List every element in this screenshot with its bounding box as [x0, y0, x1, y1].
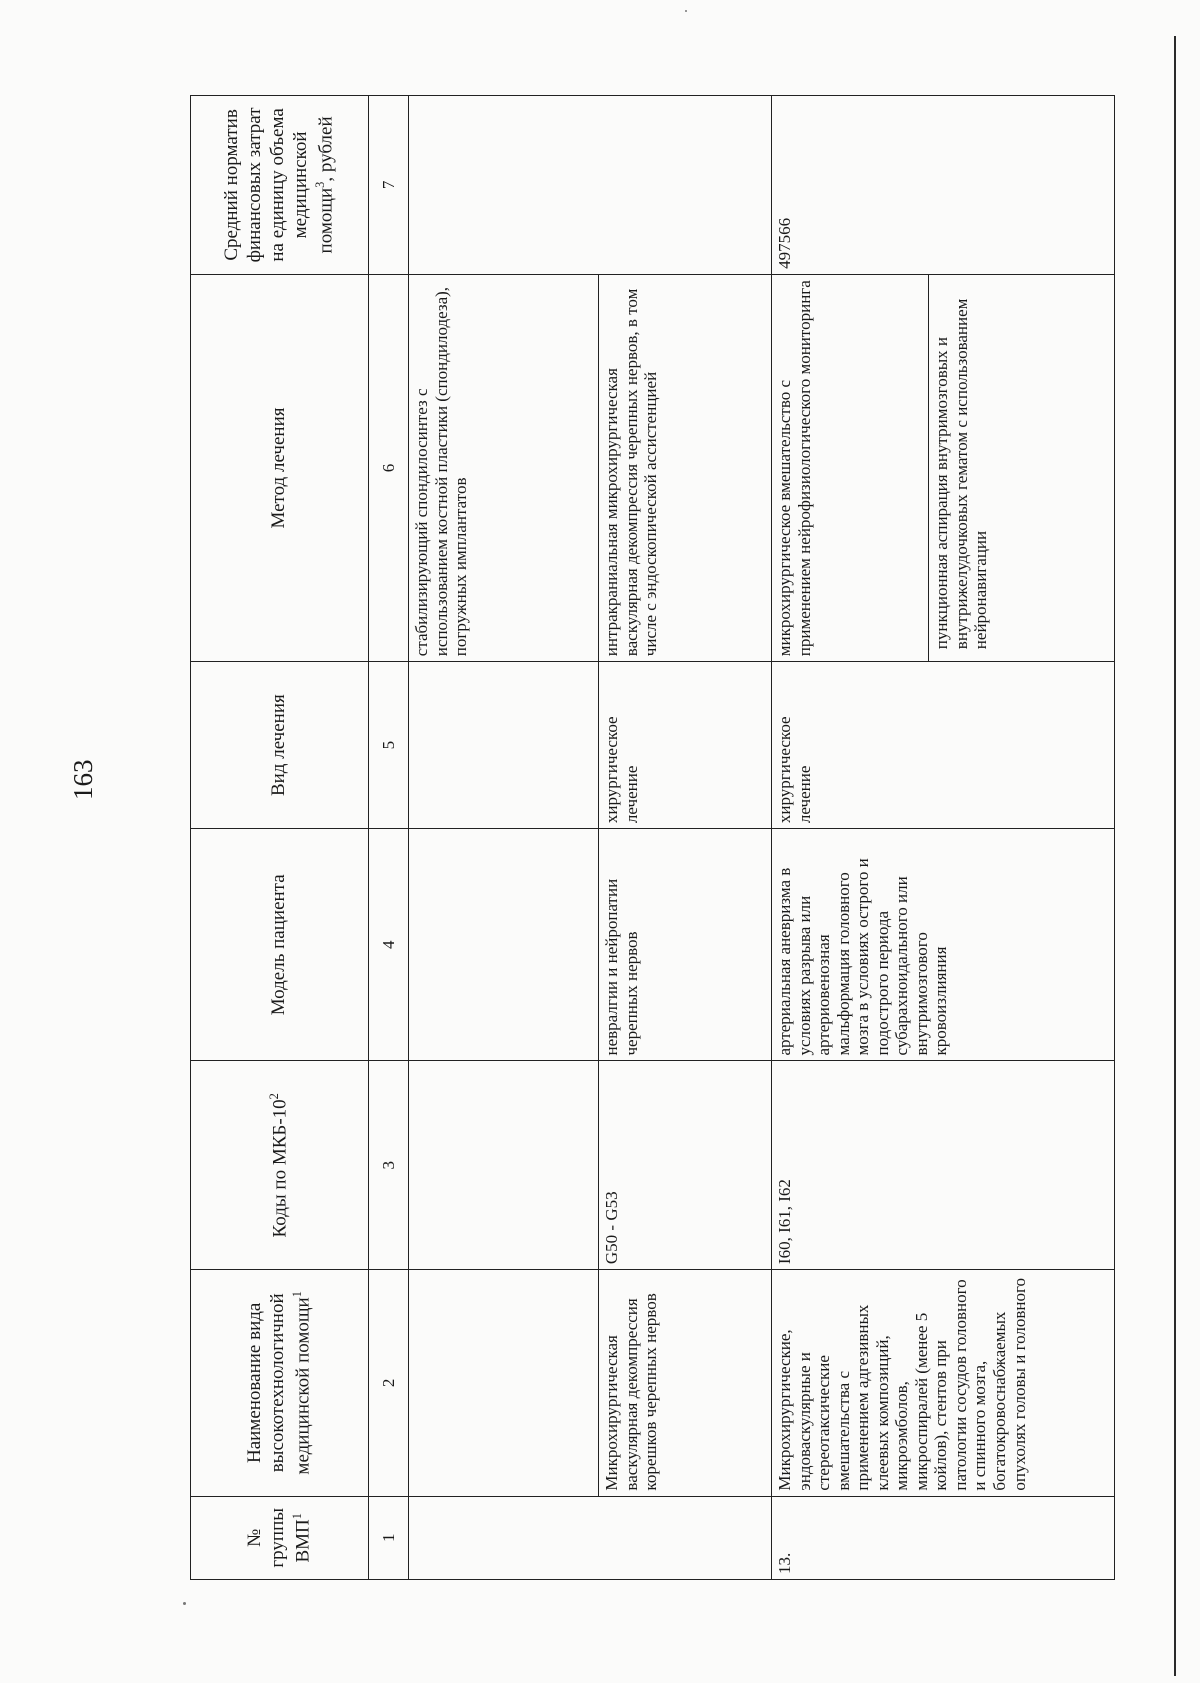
cell-name: Микрохирургическая васкулярная декомпрессия корешков черепных нервов	[599, 1270, 772, 1496]
col-number: 3	[369, 1061, 409, 1270]
cell-method: стабилизирующий спондилосинтез с использованием костной пластики (спондилодеза), погружных имплантатов	[409, 274, 599, 661]
cell-method: пункционная аспирация внутримозговых и внутрижелудочковых гематом с использованием нейронавигации	[929, 275, 1115, 661]
col-number: 7	[369, 96, 409, 275]
cell-group: 13.	[772, 1496, 1115, 1579]
right-edge-rule	[1174, 36, 1176, 1676]
header-group-number: № группы ВМП$^1$	[191, 1496, 369, 1579]
method-row	[772, 275, 929, 661]
col-number: 2	[369, 1270, 409, 1496]
cell-method: интракраниальная микрохирургическая васкулярная декомпрессия черепных нервов, в том числе с эндоскопической ассистенцией	[599, 274, 772, 661]
header-treatment-type: Вид лечения	[191, 662, 369, 829]
cell-cost	[409, 96, 599, 275]
cell-name: Микрохирургические, эндоваскулярные и стереотаксические вмешательства с применением адгезивных клеевых композиций, микроэмболов, микроспиралей (менее 5 койлов), стентов при патологии сосудов головного и спинного мозга, богатокровоснабжаемых опухолях головы и головного	[772, 1270, 1115, 1496]
cell-codes: I60, I61, I62	[772, 1061, 1115, 1270]
cell-treatment: хирургическое лечение	[599, 662, 772, 829]
cell-group	[409, 1496, 599, 1579]
header-row	[191, 96, 369, 1580]
col-number: 1	[369, 1496, 409, 1579]
table-row	[772, 96, 1115, 1580]
col-number: 4	[369, 829, 409, 1061]
cell-cost	[599, 96, 772, 275]
col-number: 6	[369, 274, 409, 661]
cell-model	[409, 829, 599, 1061]
cell-model: артериальная аневризма в условиях разрыва или артериовенозная мальформация головного мозга в условиях острого и подострого периода субарахноидального или внутримозгового кровоизлияния	[772, 829, 1115, 1061]
cell-treatment	[409, 662, 599, 829]
header-icd-codes: Коды по МКБ-$10^2$	[191, 1061, 369, 1270]
cell-model: невралгии и нейропатии черепных нервов	[599, 829, 772, 1061]
scan-speck	[685, 10, 687, 12]
header-treatment-method: Метод лечения	[191, 274, 369, 661]
cell-codes: G50 - G53	[599, 1061, 772, 1270]
scan-speck	[183, 1602, 186, 1605]
page-number: 163	[68, 759, 98, 800]
cell-name	[409, 1270, 599, 1496]
col-number: 5	[369, 662, 409, 829]
table-row	[599, 96, 772, 1580]
cell-method: микрохирургическое вмешательство с применением нейрофизиологического мониторинга	[775, 280, 814, 657]
cell-methods	[772, 274, 1115, 661]
vmp-table-rotated	[190, 95, 1115, 1580]
header-patient-model: Модель пациента	[191, 829, 369, 1061]
methods-subtable	[772, 275, 1114, 661]
cell-treatment: хирургическое лечение	[772, 662, 1115, 829]
cell-cost: 497566	[772, 96, 1115, 275]
vmp-table	[190, 95, 1115, 1580]
header-vmp-name: Наименование вида высокотехнологичной медицинской помощи$^1$	[191, 1270, 369, 1496]
cell-codes	[409, 1061, 599, 1270]
table-row	[409, 96, 599, 1580]
header-cost-norm: Средний норматив финансовых затрат на единицу объема медицинской помощи$^3$, рублей	[191, 96, 369, 275]
method-row	[929, 275, 1115, 661]
cell-group	[599, 1496, 772, 1579]
column-numbers-row	[369, 96, 409, 1580]
